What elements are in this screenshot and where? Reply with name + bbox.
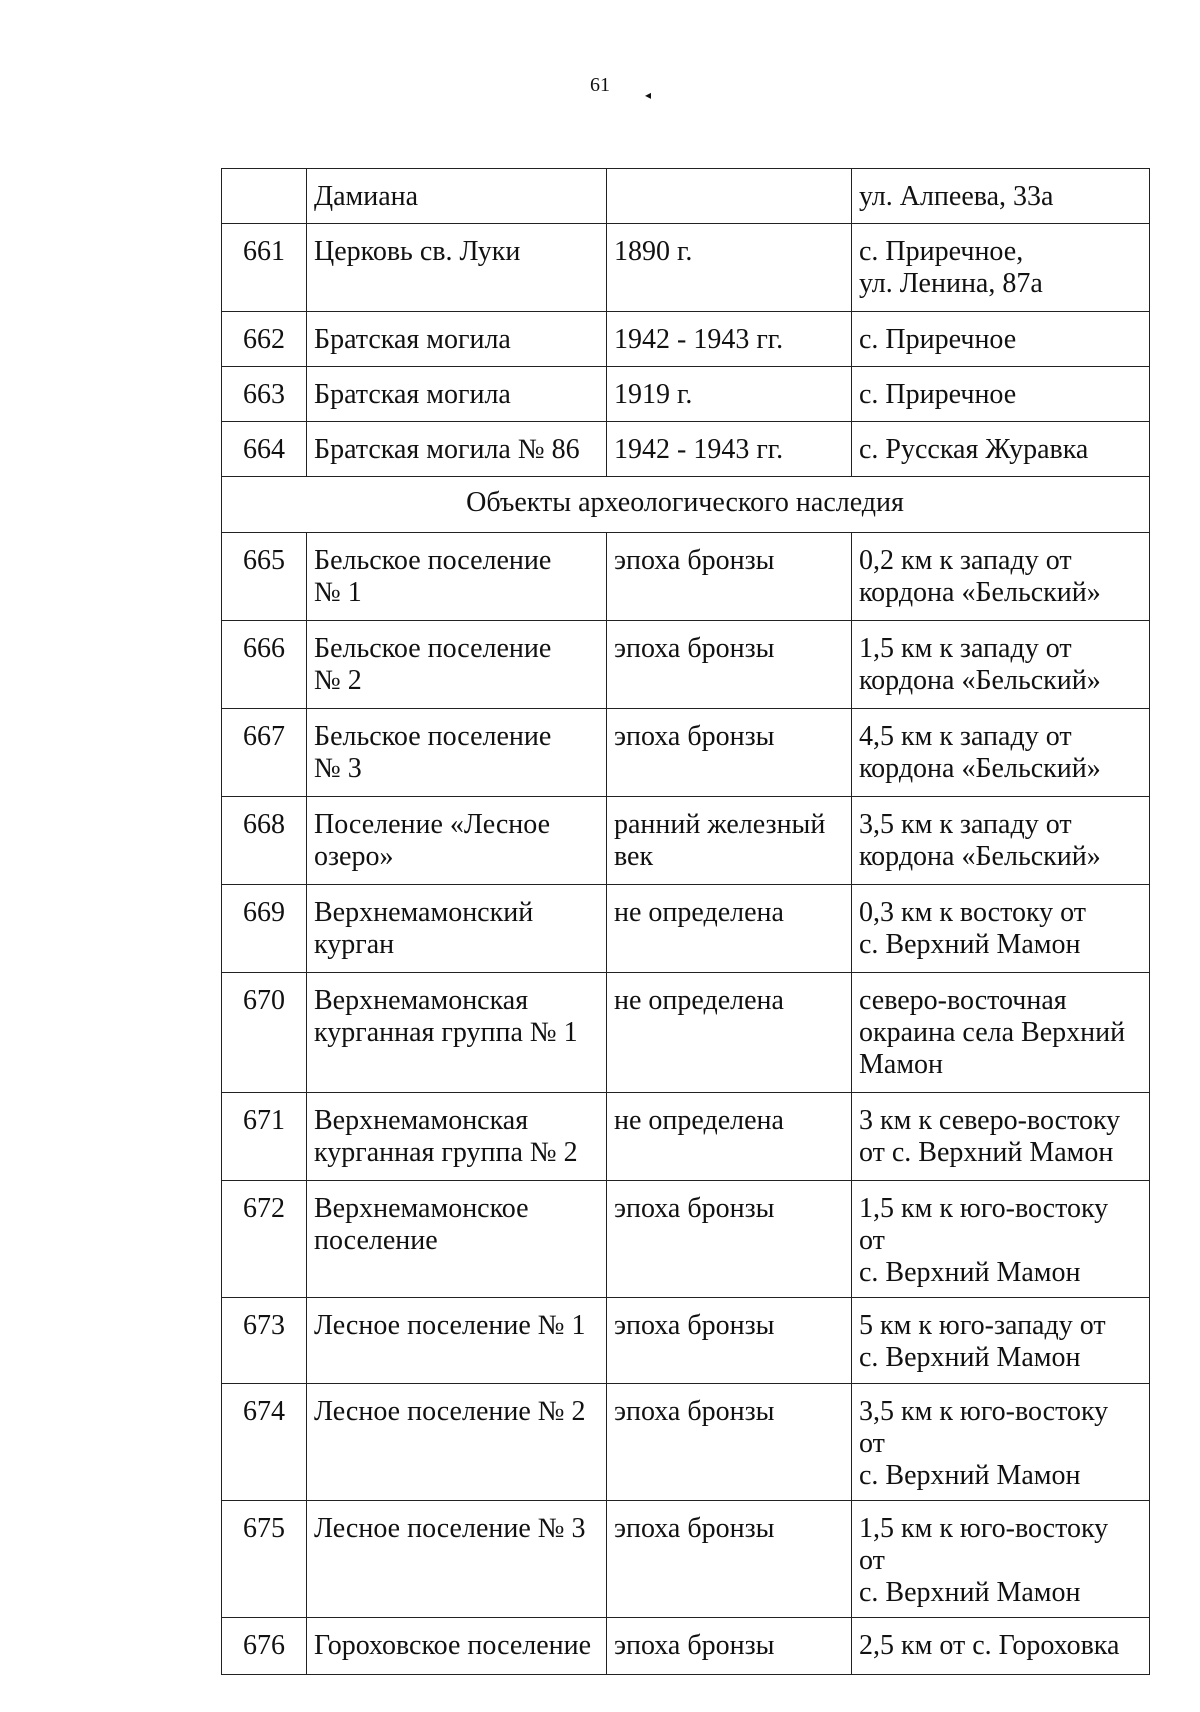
- date-cell: ранний железный век: [607, 797, 852, 885]
- address-cell: с. Приречное: [852, 312, 1150, 367]
- date-cell: эпоха бронзы: [607, 1501, 852, 1618]
- date-cell: эпоха бронзы: [607, 1181, 852, 1298]
- object-name-cell: Гороховское поселение: [307, 1618, 607, 1675]
- table-row: [222, 367, 1150, 422]
- address-cell: 3 км к северо-востоку от с. Верхний Мамон: [852, 1093, 1150, 1181]
- table-row: [222, 1298, 1150, 1384]
- table-row: [222, 1384, 1150, 1501]
- address-cell: северо-восточная окраина села Верхний Мамон: [852, 973, 1150, 1093]
- table-row: [222, 1181, 1150, 1298]
- date-cell: эпоха бронзы: [607, 1618, 852, 1675]
- row-number-cell: 668: [222, 797, 307, 885]
- object-name-cell: Братская могила: [307, 312, 607, 367]
- table-body-a: [222, 224, 1150, 477]
- address-cell: ул. Алпеева, 33а: [852, 169, 1150, 224]
- table-body: [222, 169, 1150, 224]
- object-name-cell: Лесное поселение № 3: [307, 1501, 607, 1618]
- row-number-cell: 675: [222, 1501, 307, 1618]
- date-cell: 1890 г.: [607, 224, 852, 312]
- row-number-cell: 664: [222, 422, 307, 477]
- table-row: [222, 797, 1150, 885]
- date-cell: 1942 - 1943 гг.: [607, 312, 852, 367]
- object-name-cell: Лесное поселение № 2: [307, 1384, 607, 1501]
- table-row: [222, 621, 1150, 709]
- row-number-cell: 661: [222, 224, 307, 312]
- row-number-cell: 662: [222, 312, 307, 367]
- section-heading-row: [222, 477, 1150, 533]
- address-cell: 3,5 км к западу от кордона «Бельский»: [852, 797, 1150, 885]
- date-cell: [607, 169, 852, 224]
- date-cell: 1919 г.: [607, 367, 852, 422]
- address-cell: 3,5 км к юго-востоку от с. Верхний Мамон: [852, 1384, 1150, 1501]
- section-body: [222, 477, 1150, 533]
- address-cell: с. Русская Журавка: [852, 422, 1150, 477]
- row-number-cell: 667: [222, 709, 307, 797]
- object-name-cell: Церковь св. Луки: [307, 224, 607, 312]
- table-row: [222, 533, 1150, 621]
- object-name-cell: Братская могила: [307, 367, 607, 422]
- row-number-cell: 665: [222, 533, 307, 621]
- table-row: [222, 312, 1150, 367]
- address-cell: 2,5 км от с. Гороховка: [852, 1618, 1150, 1675]
- object-name-cell: Лесное поселение № 1: [307, 1298, 607, 1384]
- row-number-cell: [222, 169, 307, 224]
- row-number-cell: 673: [222, 1298, 307, 1384]
- address-cell: с. Приречное: [852, 367, 1150, 422]
- heritage-table: [221, 168, 1150, 1675]
- date-cell: эпоха бронзы: [607, 533, 852, 621]
- row-number-cell: 663: [222, 367, 307, 422]
- table-row: [222, 224, 1150, 312]
- row-number-cell: 669: [222, 885, 307, 973]
- row-number-cell: 676: [222, 1618, 307, 1675]
- page-mark: ◂: [645, 88, 652, 102]
- object-name-cell: Бельское поселение № 2: [307, 621, 607, 709]
- object-name-cell: Верхнемамонский курган: [307, 885, 607, 973]
- table-row: [222, 422, 1150, 477]
- table-row: [222, 973, 1150, 1093]
- address-cell: 5 км к юго-западу от с. Верхний Мамон: [852, 1298, 1150, 1384]
- object-name-cell: Братская могила № 86: [307, 422, 607, 477]
- row-number-cell: 666: [222, 621, 307, 709]
- date-cell: не определена: [607, 973, 852, 1093]
- object-name-cell: Дамиана: [307, 169, 607, 224]
- table-row: [222, 169, 1150, 224]
- address-cell: 0,3 км к востоку от с. Верхний Мамон: [852, 885, 1150, 973]
- object-name-cell: Поселение «Лесное озеро»: [307, 797, 607, 885]
- table-row: [222, 709, 1150, 797]
- date-cell: эпоха бронзы: [607, 621, 852, 709]
- date-cell: эпоха бронзы: [607, 1384, 852, 1501]
- section-heading: Объекты археологического наследия: [222, 477, 1150, 533]
- date-cell: эпоха бронзы: [607, 1298, 852, 1384]
- address-cell: с. Приречное, ул. Ленина, 87а: [852, 224, 1150, 312]
- row-number-cell: 674: [222, 1384, 307, 1501]
- table-row: [222, 1618, 1150, 1675]
- object-name-cell: Верхнемамонское поселение: [307, 1181, 607, 1298]
- date-cell: не определена: [607, 885, 852, 973]
- address-cell: 1,5 км к западу от кордона «Бельский»: [852, 621, 1150, 709]
- row-number-cell: 672: [222, 1181, 307, 1298]
- object-name-cell: Верхнемамонская курганная группа № 2: [307, 1093, 607, 1181]
- address-cell: 4,5 км к западу от кордона «Бельский»: [852, 709, 1150, 797]
- object-name-cell: Бельское поселение № 1: [307, 533, 607, 621]
- row-number-cell: 671: [222, 1093, 307, 1181]
- table-body-b: [222, 533, 1150, 1675]
- address-cell: 1,5 км к юго-востоку от с. Верхний Мамон: [852, 1501, 1150, 1618]
- table-row: [222, 1501, 1150, 1618]
- row-number-cell: 670: [222, 973, 307, 1093]
- date-cell: не определена: [607, 1093, 852, 1181]
- date-cell: 1942 - 1943 гг.: [607, 422, 852, 477]
- address-cell: 1,5 км к юго-востоку от с. Верхний Мамон: [852, 1181, 1150, 1298]
- page-number: 61: [590, 74, 610, 96]
- address-cell: 0,2 км к западу от кордона «Бельский»: [852, 533, 1150, 621]
- date-cell: эпоха бронзы: [607, 709, 852, 797]
- table-row: [222, 1093, 1150, 1181]
- object-name-cell: Бельское поселение № 3: [307, 709, 607, 797]
- table-row: [222, 885, 1150, 973]
- object-name-cell: Верхнемамонская курганная группа № 1: [307, 973, 607, 1093]
